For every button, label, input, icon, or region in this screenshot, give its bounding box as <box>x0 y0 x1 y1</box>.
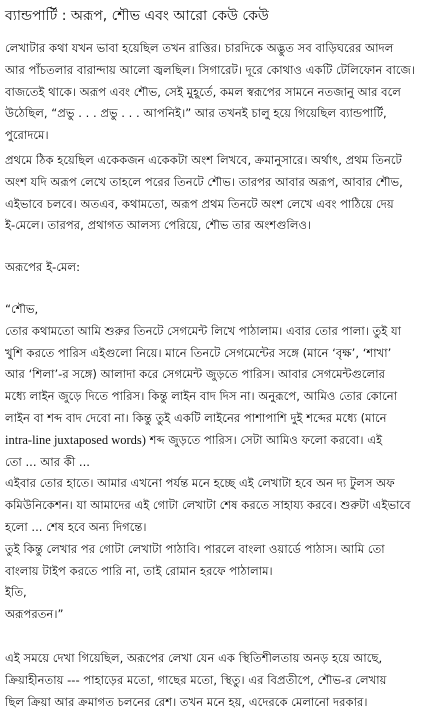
email-body <box>5 299 442 626</box>
text-line: তো ... আর কী ... <box>5 454 90 469</box>
email-heading: অরূপের ই-মেল: <box>5 260 80 275</box>
text-line: লাইন বা শব্দ বাদ দেবো না। কিন্তু তুই একটি লাইনের পাশাপাশি দুই শব্দের মধ্যে (মানে <box>5 410 387 425</box>
text-line: এইভাবে চলবে। অতএব, কথামতো, অরূপ প্রথম তিনটে অংশ লেখে এবং পাঠিয়ে দেয় <box>5 196 394 211</box>
text-line: মধ্যে লাইন জুড়ে দিতে পারিস। কিন্তু লাইন বাদ দিস না। অনুরূপে, আমিও তোর কোনো <box>5 389 398 404</box>
text-line: কমিউনিকেশন। যা আমাদের এই গোটা লেখাটা শেষ করতে সাহায্য করবে। শুরুটা এইভাবে <box>5 498 411 513</box>
text-line: পুরোদমে। <box>5 128 49 143</box>
text-line <box>5 430 442 452</box>
text-line: এই সময়ে দেখা গিয়েছিল, অরূপের লেখা যেন এক স্থিতিশীলতায় অনড় হয়ে আছে, <box>5 650 383 665</box>
rules-paragraph <box>5 150 442 237</box>
text-line: ই-মেলে। তারপর, প্রথাগত আলস্য পেরিয়ে, শৌভ তার অংশগুলিও। <box>5 218 312 233</box>
text-line: তোর কথামতো আমি শুরুর তিনটে সেগমেন্ট লিখে পাঠালাম। এবার তোর পালা। তুই যা <box>5 323 402 338</box>
email-salutation: “শৌভ, <box>5 301 39 316</box>
text-line: উঠেছিল, “প্রভু . . . প্রভু . . . আপনিই।” আর তখনই চালু হয়ে গিয়েছিল ব্যান্ডপার্টি, <box>5 106 387 121</box>
text-line: লেখাটার কথা যখন ভাবা হয়েছিল তখন রাত্তির। চারদিকে অদ্ভুত সব বাড়িঘরের আদল <box>5 41 394 55</box>
text-line: এইবার তোর হাতে। আমার এখনো পর্যন্ত মনে হচ্ছে এই লেখাটা হবে অন দ্য টুলস অফ <box>5 476 395 491</box>
text-span: শব্দ জুড়তে পারিস। সেটা আমিও ফলো করবো। এই <box>145 432 383 447</box>
text-line: আর পাঁচতলার বারান্দায় আলো জ্বলছিল। সিগারেট। দূরে কোথাও একটি টেলিফোন বাজে। <box>5 62 416 77</box>
intro-paragraph <box>5 38 442 147</box>
text-line: বাংলায় টাইপ করতে পারি না, তাই রোমান হরফে পাঠালাম। <box>5 563 273 578</box>
text-line: ছিল ক্রিয়া আর ক্রমাগত চলনের রেশ। তখন মনে হয়, এদেরকে মেলানো দরকার। <box>5 694 368 709</box>
text-line: ক্রিয়াহীনতায় --- পাহাড়ের মতো, গাছের মতো, স্থিতু। এর বিপ্রতীপে, শৌভ-র লেখায় <box>5 672 387 687</box>
text-line: বাজতেই থাকে। অরূপ এবং শৌভ, সেই মুহূর্তে, কমল স্বরূপের সামনে নতজানু আর বলে <box>5 84 401 99</box>
text-line: হলো ... শেষ হবে অন্য দিগন্তে। <box>5 519 147 534</box>
text-line: তুই কিন্তু লেখার পর গোটা লেখাটা পাঠাবি। পারলে বাংলা ওয়ার্ডে পাঠাস। আমি তো <box>5 541 385 556</box>
text-line: খুশি করতে পারিস এইগুলো নিয়ে। মানে তিনটে সেগমেন্টের সঙ্গে (মানে ‘বৃক্ষ’, ‘শাখা’ <box>5 345 392 360</box>
email-signoff: ইতি, <box>5 585 27 600</box>
document-title: ব্যান্ডপার্টি : অরূপ, শৌভ এবং আরো কেউ কেউ <box>5 8 269 24</box>
closing-paragraph <box>5 648 442 713</box>
text-line: অংশ যদি অরূপ লেখে তাহলে পরের তিনটে শৌভ। তারপর আবার অরূপ, আবার শৌভ, <box>5 174 403 189</box>
email-signature: অরূপরতন।” <box>5 607 64 622</box>
english-phrase: intra-line juxtaposed words) <box>5 432 146 447</box>
text-line: প্রথমে ঠিক হয়েছিল একেকজন একেকটা অংশ লিখবে, ক্রমানুসারে। অর্থাৎ, প্রথম তিনটে <box>5 152 402 167</box>
text-line: আর ‘শিলা’-র সঙ্গে) আলাদা করে সেগমেন্ট জুড়তে পারিস। আবার সেগমেন্টগুলোর <box>5 367 385 382</box>
